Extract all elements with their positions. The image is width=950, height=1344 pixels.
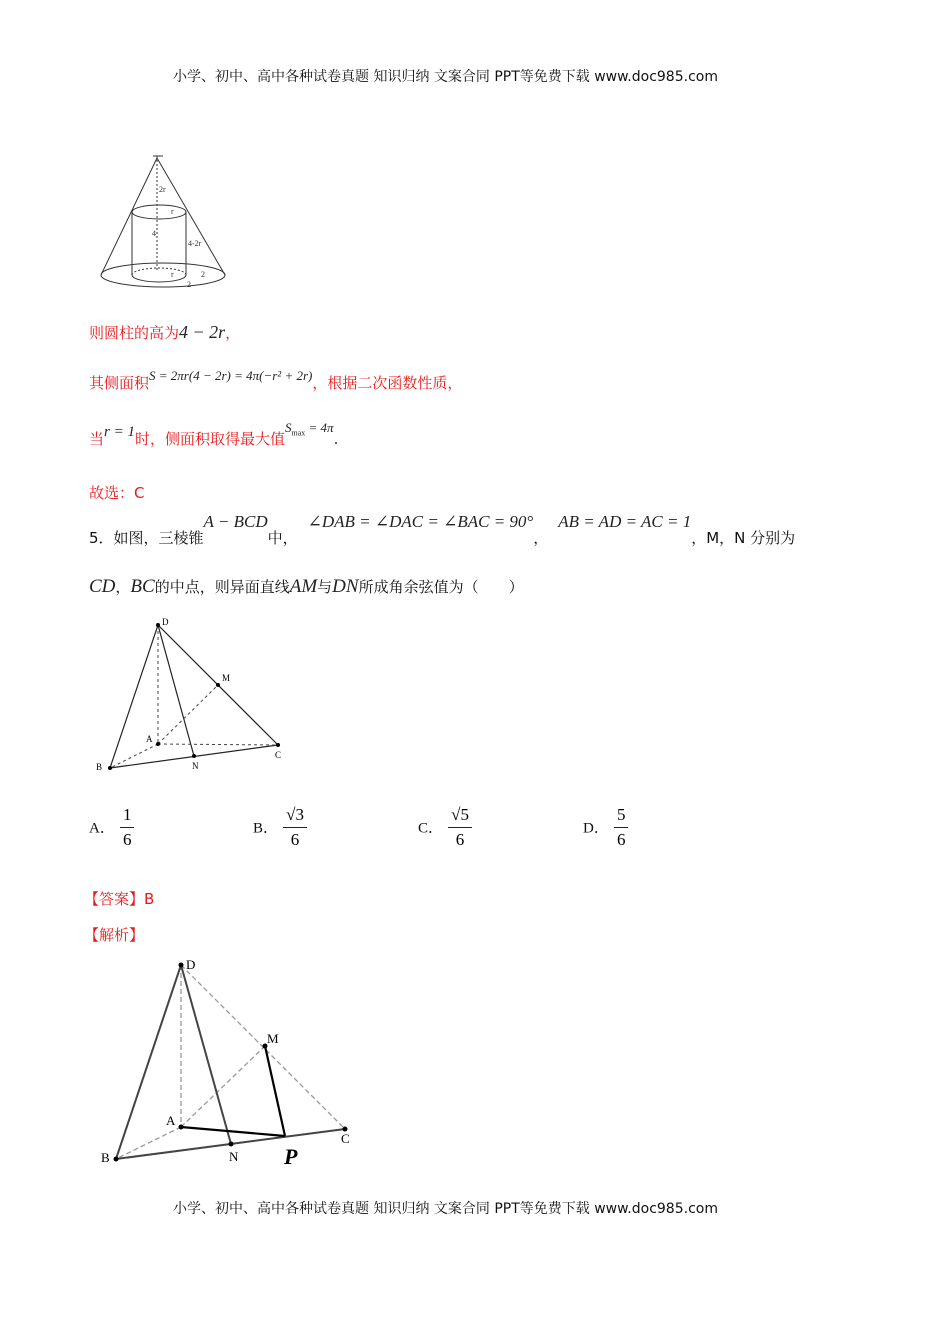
sol-line-area: 其侧面积S = 2πr(4 − 2r) = 4π(−r² + 2r)，根据二次函数性质， (89, 368, 463, 392)
edge-db (110, 625, 158, 768)
figure-tetrahedron (90, 612, 300, 777)
label-M: M (222, 673, 231, 683)
edge-dn (181, 965, 231, 1144)
sol-line-height: 则圆柱的高为4 − 2r， (89, 322, 241, 342)
label-D: D (162, 617, 169, 627)
label-B: B (96, 762, 103, 772)
answer-label: 【答案】B (84, 890, 155, 908)
cone-left-edge (101, 158, 157, 275)
cylinder-top (132, 205, 186, 219)
analysis-label: 【解析】 (84, 926, 145, 944)
label-N: N (192, 761, 199, 771)
math-dn: DN (332, 576, 359, 597)
label-D: D (186, 957, 196, 972)
option-c-fraction: $\frac{√5}{6}$ (448, 805, 472, 849)
q5-line2: CD，BC的中点，则异面直线AM与DN所成角余弦值为（ ） (89, 576, 524, 597)
cone-right-edge (157, 158, 225, 275)
math-lengths: AB = AD = AC = 1 (558, 512, 692, 531)
cylinder-bottom-back (132, 268, 186, 275)
math-area: S = 2πr(4 − 2r) = 4π(−r² + 2r) (149, 368, 313, 383)
label-A: A (166, 1113, 176, 1128)
page-header: 小学、初中、高中各种试卷真题 知识归纳 文案合同 PPT等免费下载 www.doc985.com (173, 69, 718, 85)
math-4-2r: 4 − 2r (179, 322, 226, 342)
label-4-2r: 4-2r (188, 239, 202, 248)
label-N: N (229, 1149, 239, 1164)
label-2-bottom: 2 (187, 280, 191, 289)
sol-line-max: 当r = 1时，侧面积取得最大值$S_{max} = 4\pi$. (89, 420, 339, 448)
cone-base (101, 263, 225, 287)
option-d-fraction: $\frac{5}{6}$ (614, 805, 629, 849)
option-c[interactable]: C． $\frac{√5}{6}$ (418, 805, 472, 849)
label-C: C (341, 1131, 350, 1146)
label-A: A (146, 734, 153, 744)
label-M: M (267, 1031, 279, 1046)
math-am: AM (289, 576, 318, 597)
edge-db (116, 965, 181, 1159)
edge-ac (158, 744, 278, 745)
math-r1: r = 1 (104, 424, 135, 440)
label-2r: 2r (159, 185, 166, 194)
option-a[interactable]: A． $\frac{1}{6}$ (89, 805, 134, 849)
option-d[interactable]: D． $\frac{5}{6}$ (583, 805, 628, 849)
edge-mp (265, 1046, 285, 1136)
label-r-bottom: r (171, 270, 174, 279)
label-B: B (101, 1150, 110, 1165)
math-smax: $S_{max} = 4\pi$ (285, 420, 334, 438)
figure-tetrahedron-solution (95, 955, 360, 1170)
option-a-fraction: $\frac{1}{6}$ (120, 805, 135, 849)
label-r-top: r (171, 207, 174, 216)
q5-line1: 5．如图，三棱锥A − BCD中，∠DAB = ∠DAC = ∠BAC = 90°，AB = AD = AC = 1，M，N 分别为 (89, 512, 796, 547)
edge-dn (158, 625, 194, 756)
edge-ap (181, 1127, 285, 1136)
label-4: 4 (152, 229, 156, 238)
option-b-fraction: $\frac{√3}{6}$ (283, 805, 307, 849)
math-tetra: A − BCD (203, 512, 268, 531)
label-P: P (284, 1144, 298, 1169)
option-b[interactable]: B． $\frac{√3}{6}$ (253, 805, 307, 849)
cylinder-bottom (132, 275, 186, 282)
math-angles: ∠DAB = ∠DAC = ∠BAC = 90° (307, 512, 534, 531)
label-C: C (275, 750, 282, 760)
figure-cone-cylinder (95, 150, 245, 295)
page-footer: 小学、初中、高中各种试卷真题 知识归纳 文案合同 PPT等免费下载 www.doc985.com (173, 1201, 718, 1217)
sol-choice: 故选：C (89, 484, 145, 502)
label-2-right: 2 (201, 270, 205, 279)
math-cd: CD (89, 576, 116, 597)
math-bc: BC (130, 576, 155, 597)
